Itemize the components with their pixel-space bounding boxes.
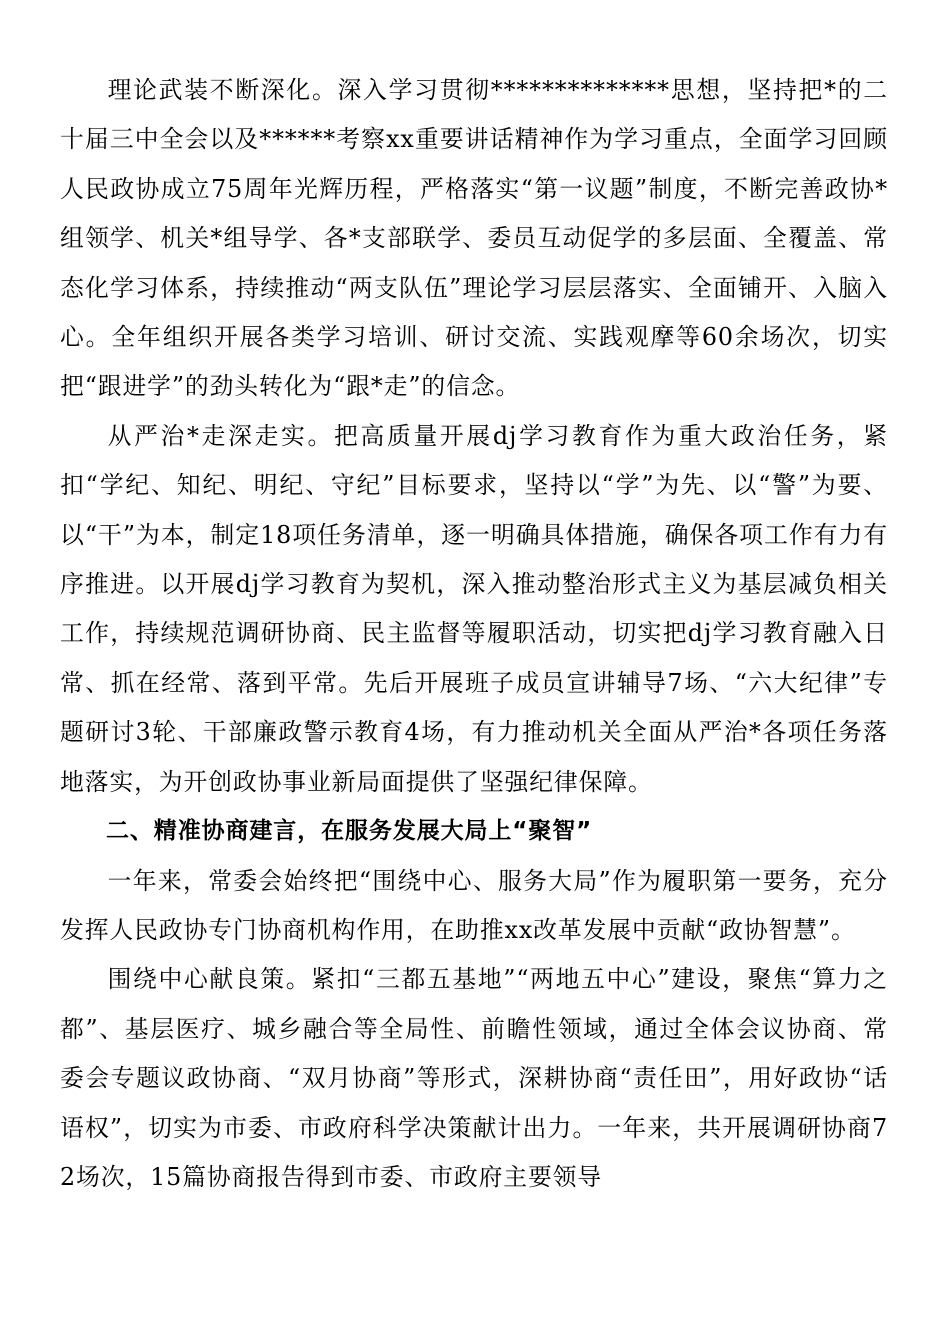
section-heading-consultation: 二、精准协商建言，在服务发展大局上“聚智” — [106, 818, 593, 845]
paragraph-section-intro: 一年来，常委会始终把“围绕中心、服务大局”作为履职第一要务，充分发挥人民政协专门协商机构作用，在助推xx改革发展中贡献“政协智慧”。 — [60, 866, 888, 944]
paragraph-theory-study: 理论武装不断深化。深入学习贯彻**************思想，坚持把*的二十届三中全会以及******考察xx重要讲话精神作为学习重点，全面学习回顾人民政协成立75周年光辉历程，严格落实“第一议题”制度，不断完善政协*组领学、机关*组导学、各*支部联学、委员互动促学的多层面、全覆盖、常态化学习体系，持续推动“两支队伍”理论学习层层落实、全面铺开、入脑入心。全年组织开展各类学习培训、研讨交流、实践观摩等60余场次，切实把“跟进学”的劲头转化为“跟*走”的信念。 — [60, 76, 888, 401]
paragraph-party-discipline: 从严治*走深走实。把高质量开展dj学习教育作为重大政治任务，紧扣“学纪、知纪、明纪、守纪”目标要求，坚持以“学”为先、以“警”为要、以“干”为本，制定18项任务清单，逐一明确具体措施，确保各项工作有力有序推进。以开展dj学习教育为契机，深入推动整治形式主义为基层减负相关工作，持续规范调研协商、民主监督等履职活动，切实把dj学习教育融入日常、抓在经常、落到平常。先后开展班子成员宣讲辅导7场、“六大纪律”专题研讨3轮、干部廉政警示教育4场，有力推动机关全面从严治*各项任务落地落实，为开创政协事业新局面提供了坚强纪律保障。 — [60, 421, 888, 796]
document-body — [60, 66, 888, 1202]
paragraph-center-advice: 围绕中心献良策。紧扣“三都五基地”“两地五中心”建设，聚焦“算力之都”、基层医疗、城乡融合等全局性、前瞻性领域，通过全体会议协商、常委会专题议政协商、“双月协商”等形式，深耕协商“责任田”，用好政协“话语权”，切实为市委、市政府科学决策献计出力。一年来，共开展调研协商72场次，15篇协商报告得到市委、市政府主要领导 — [60, 965, 888, 1191]
